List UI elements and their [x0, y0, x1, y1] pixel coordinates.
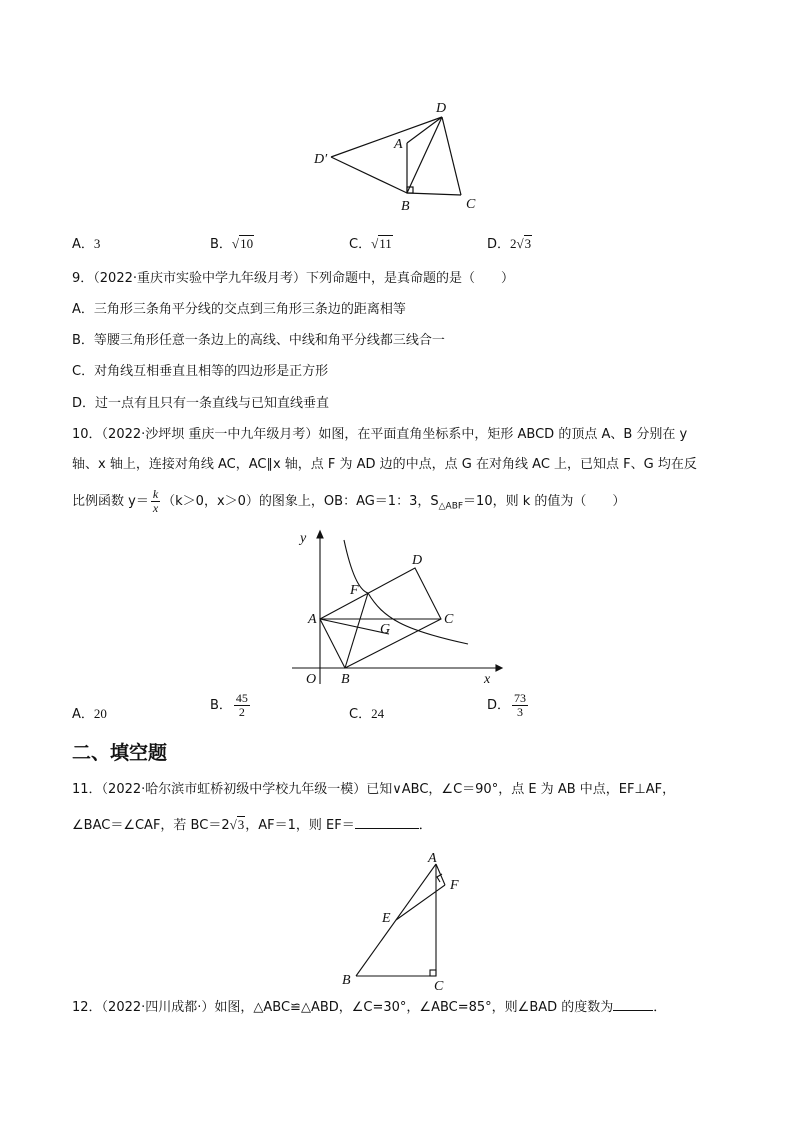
q8-line-dprime-d [331, 117, 442, 157]
q10-label-f: F [350, 583, 359, 598]
q10-label-c: C [444, 612, 454, 627]
q10-option-a: A．20 [72, 706, 107, 722]
q8-label-d: D [436, 101, 447, 116]
q11-answer-blank [355, 828, 419, 829]
q11-right-angle-c [430, 970, 436, 976]
q10-line-2: 轴、x 轴上，连接对角线 AC，AC∥x 轴，点 F 为 AD 边的中点，点 G 在对角线 AC 上，已知点 F、G 均在反 [72, 457, 697, 472]
q8-figure [300, 95, 500, 220]
q9-option-d: D．过一点有且只有一条直线与已知直线垂直 [72, 396, 330, 411]
q8-line-d-c [442, 117, 461, 195]
q11-label-b: B [342, 973, 351, 988]
q8-option-c: C．√11 [349, 236, 392, 252]
q10-label-o: O [306, 672, 317, 687]
q10-label-x: x [484, 672, 491, 687]
q11-label-f: F [450, 878, 459, 893]
section-title: 二、填空题 [72, 742, 168, 764]
q10-option-b: B． $\frac{45}{2}$ [210, 691, 248, 719]
q11-figure [336, 848, 476, 990]
q10-fraction: $\frac{k}{x}$ [152, 487, 159, 515]
q10-option-d: D． $\frac{73}{3}$ [487, 691, 527, 719]
q8-line-b-c [407, 193, 461, 195]
q8-label-a: A [394, 137, 403, 152]
q10-figure [288, 528, 508, 688]
q11-line-2: ∠BAC＝∠CAF，若 BC＝2√3，AF＝1，则 EF＝ ． [72, 817, 432, 833]
q10-line-1: 10．（2022·沙坪坝 重庆一中九年级月考）如图，在平面直角坐标系中，矩形 ABCD 的顶点 A、B 分别在 y [72, 427, 688, 442]
q8-label-c: C [466, 197, 476, 212]
q10-rectangle-abcd [320, 568, 441, 668]
q9-stem: 9．（2022·重庆市实验中学九年级月考）下列命题中，是真命题的是（ ） [72, 271, 514, 286]
q10-label-d: D [412, 553, 423, 568]
q10-x-arrow [496, 665, 502, 671]
q10-label-a: A [308, 612, 317, 627]
q11-label-c: C [434, 979, 444, 990]
q8-option-d: D．2√3 [487, 236, 532, 252]
q8-label-dprime: D′ [314, 152, 328, 167]
q11-label-e: E [382, 911, 391, 926]
q10-line-ag [320, 619, 389, 634]
q8-line-d-b [407, 117, 442, 193]
q10-label-y: y [300, 531, 307, 546]
q8-label-b: B [401, 199, 410, 214]
q9-option-a: A．三角形三条角平分线的交点到三角形三条边的距离相等 [72, 302, 406, 317]
q10-line-3: 比例函数 y＝ $\frac{k}{x}$ （k＞0，x＞0）的图象上，OB：AG＝1：3，$S_{\triangle ABF}=10$，则 k 的值为（ ） [72, 487, 626, 515]
q11-line-1: 11．（2022·哈尔滨市虹桥初级中学校九年级一模）已知∨ABC，∠C＝90°，点 E 为 AB 中点，EF⊥AF， [72, 782, 676, 797]
q11-label-a: A [428, 851, 437, 866]
q9-option-b: B．等腰三角形任意一条边上的高线、中线和角平分线都三线合一 [72, 333, 445, 348]
q10-option-c: C．24 [349, 706, 385, 722]
q8-line-a-d [407, 117, 442, 143]
q10-label-g: G [380, 622, 391, 637]
q9-option-c: C．对角线互相垂直且相等的四边形是正方形 [72, 364, 329, 379]
q8-option-b: B．√10 [210, 236, 254, 252]
q12-answer-blank [613, 1010, 653, 1011]
q10-y-arrow [317, 531, 323, 538]
q11-line-e-f [396, 885, 445, 920]
q12-stem: 12．（2022·四川成都·）如图，△ABC≌△ABD，∠C=30°，∠ABC=85°，则∠BAD 的度数为 ． [72, 1000, 667, 1015]
q8-line-dprime-b [331, 157, 407, 193]
q10-label-b: B [341, 672, 350, 687]
q8-option-a: A．3 [72, 236, 101, 252]
